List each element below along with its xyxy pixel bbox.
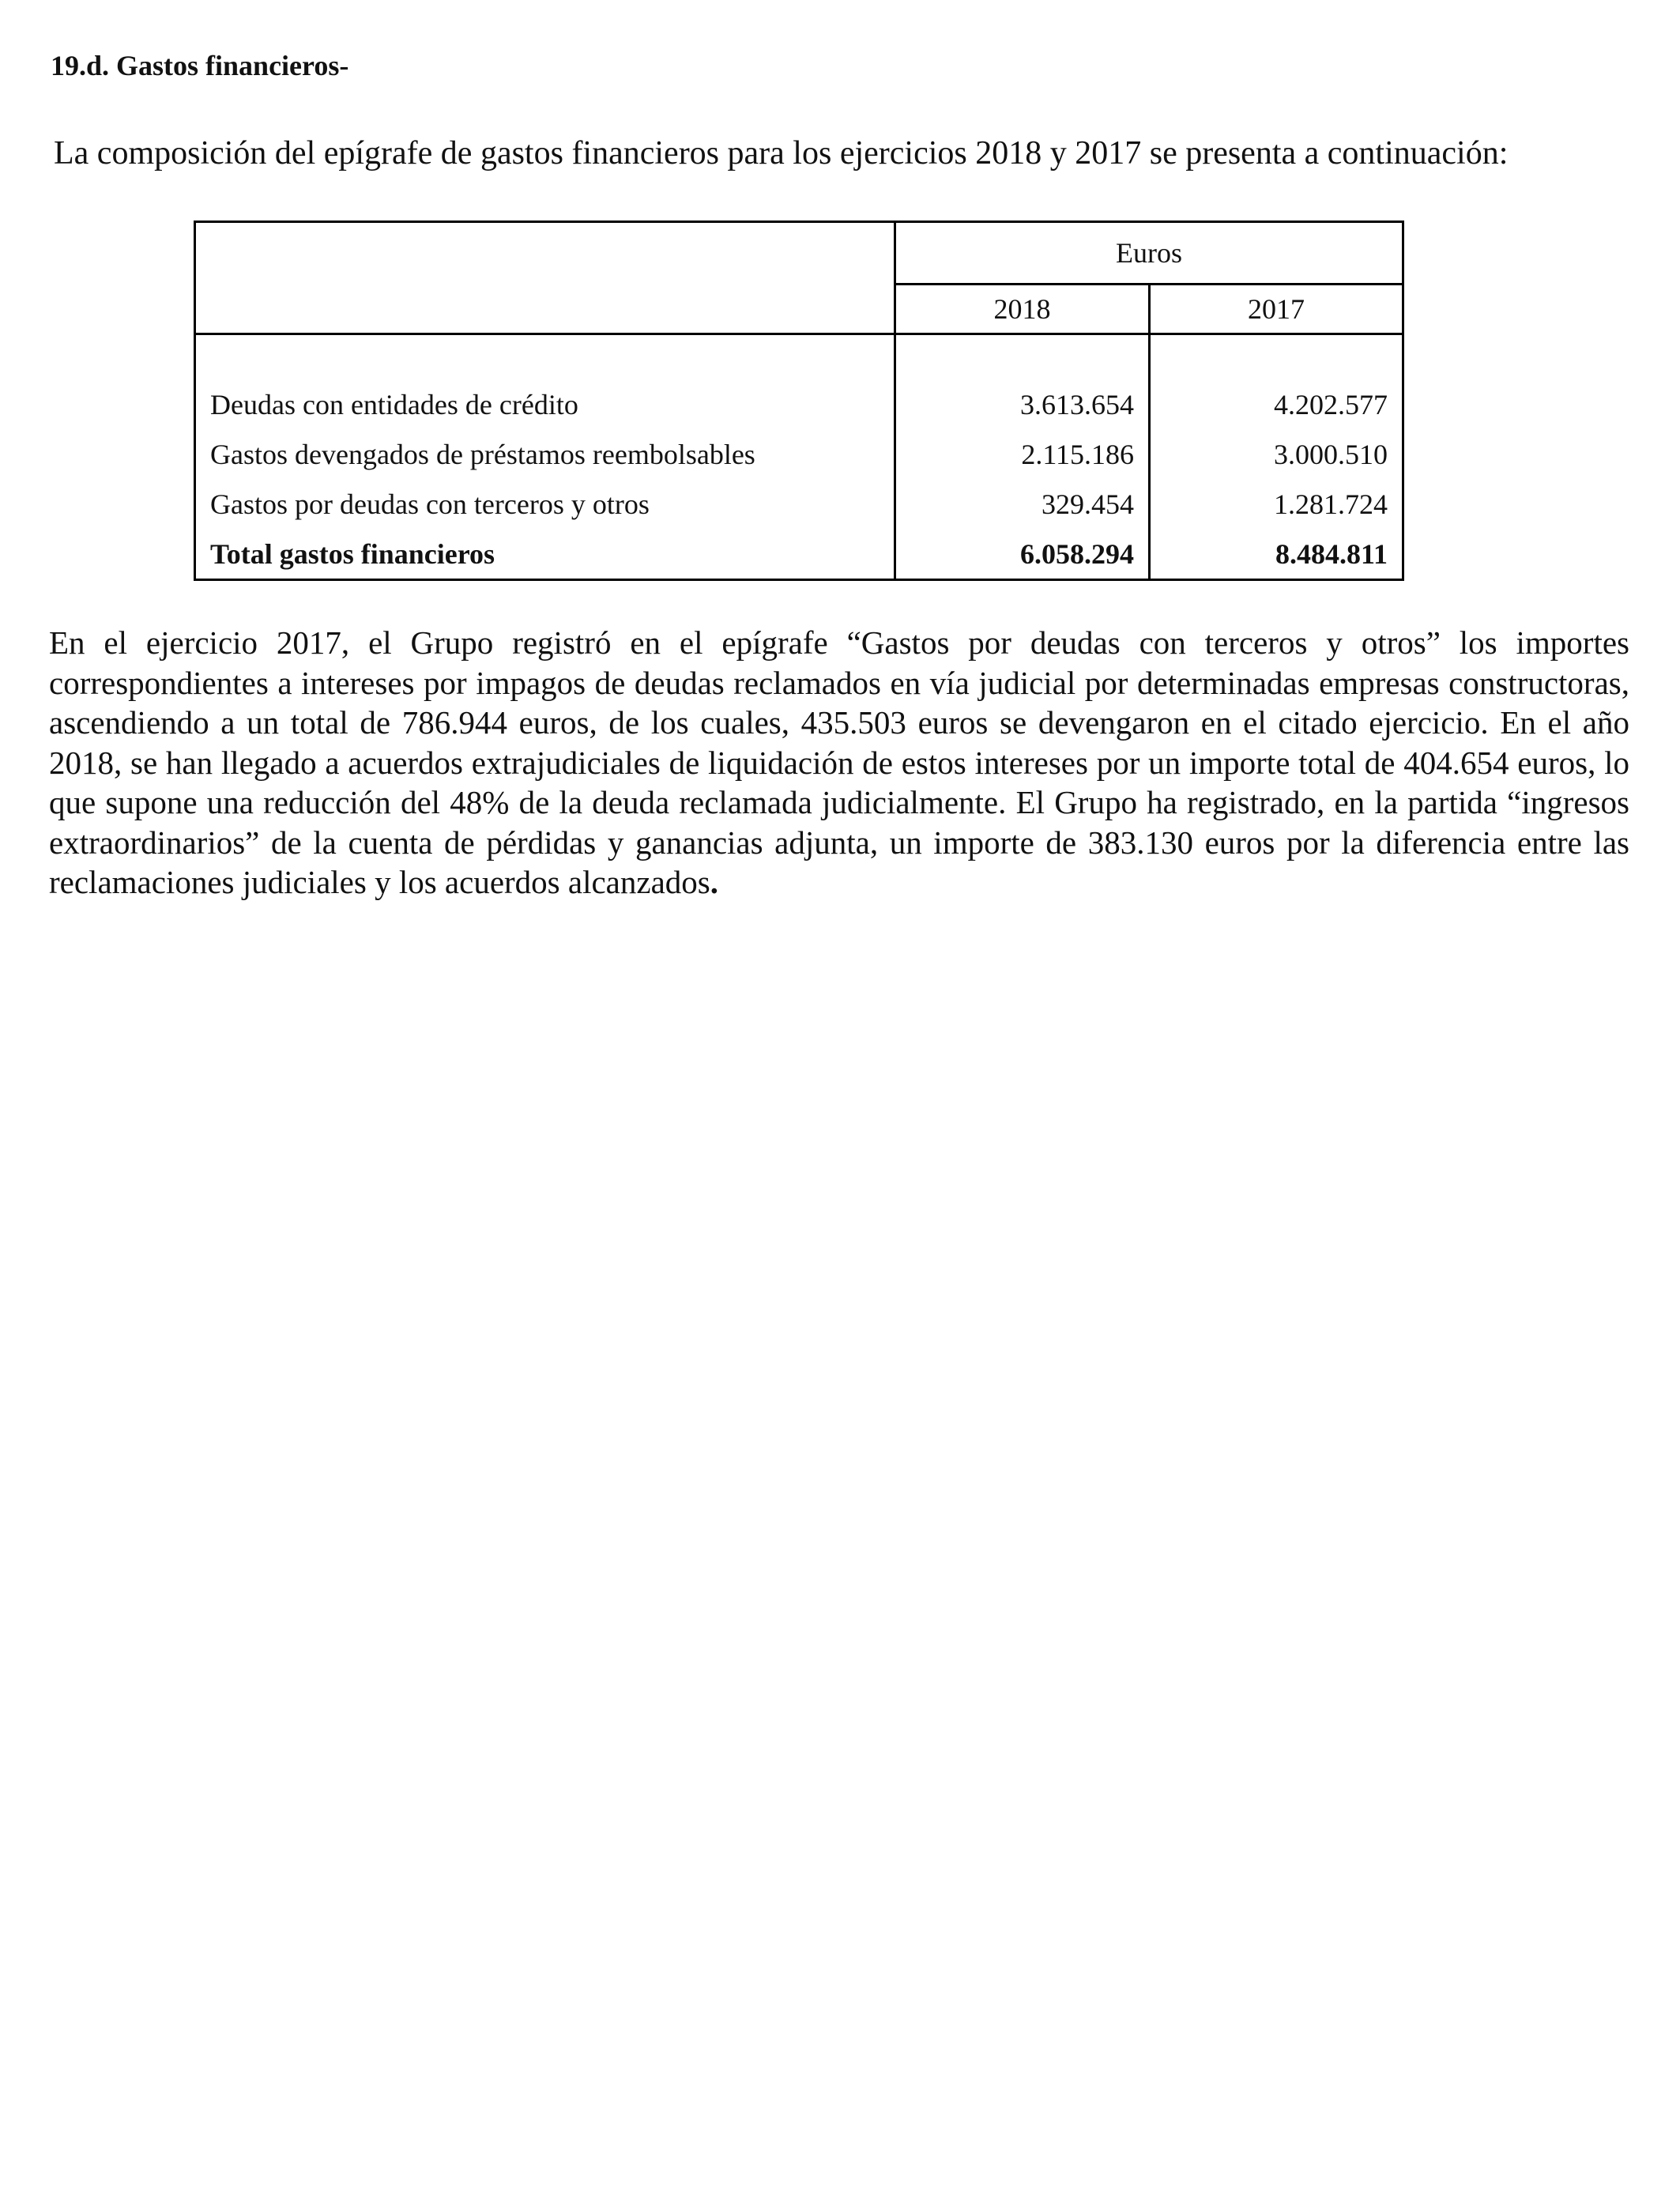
column-header-2017: 2017 (1150, 285, 1403, 334)
section-heading: 19.d. Gastos financieros- (51, 50, 349, 81)
total-2018: 6.058.294 (895, 529, 1150, 580)
value-2018: 329.454 (895, 479, 1150, 529)
value-2017: 1.281.724 (1150, 479, 1403, 529)
table-row (195, 379, 1403, 429)
row-label: Gastos devengados de préstamos reembolsables (195, 429, 895, 479)
value-2018: 3.613.654 (895, 379, 1150, 429)
total-label: Total gastos financieros (195, 529, 895, 580)
table-row (195, 479, 1403, 529)
currency-header: Euros (895, 222, 1403, 285)
total-2017: 8.484.811 (1150, 529, 1403, 580)
table-total-row (195, 529, 1403, 580)
table-row (195, 429, 1403, 479)
table-spacer-row (195, 334, 1403, 380)
row-label: Gastos por deudas con terceros y otros (195, 479, 895, 529)
table-header-blank (195, 222, 895, 334)
explanatory-paragraph (49, 623, 1629, 903)
financial-expenses-table (194, 221, 1404, 581)
column-header-2018: 2018 (895, 285, 1150, 334)
paragraph-final-period: . (710, 864, 718, 900)
value-2017: 4.202.577 (1150, 379, 1403, 429)
value-2018: 2.115.186 (895, 429, 1150, 479)
paragraph-text: En el ejercicio 2017, el Grupo registró en el epígrafe “Gastos por deudas con terceros y otros” los importes correspondientes a intereses por impagos de deudas reclamados en vía judicial por determinadas empresas constructoras, ascendiendo a un total de 786.944 euros, de los cuales, 435.503 euros se devengaron en el citado ejercicio. En el año 2018, se han llegado a acuerdos extrajudiciales de liquidación de estos intereses por un importe total de 404.654 euros, lo que supone una reducción del 48% de la deuda reclamada judicialmente. El Grupo ha registrado, en la partida “ingresos extraordinarios” de la cuenta de pérdidas y ganancias adjunta, un importe de 383.130 euros por la diferencia entre las reclamaciones judiciales y los acuerdos alcanzados (49, 624, 1629, 900)
row-label: Deudas con entidades de crédito (195, 379, 895, 429)
intro-text: La composición del epígrafe de gastos financieros para los ejercicios 2018 y 2017 se presenta a continuación: (54, 135, 1509, 172)
table-header-row (195, 222, 1403, 285)
value-2017: 3.000.510 (1150, 429, 1403, 479)
